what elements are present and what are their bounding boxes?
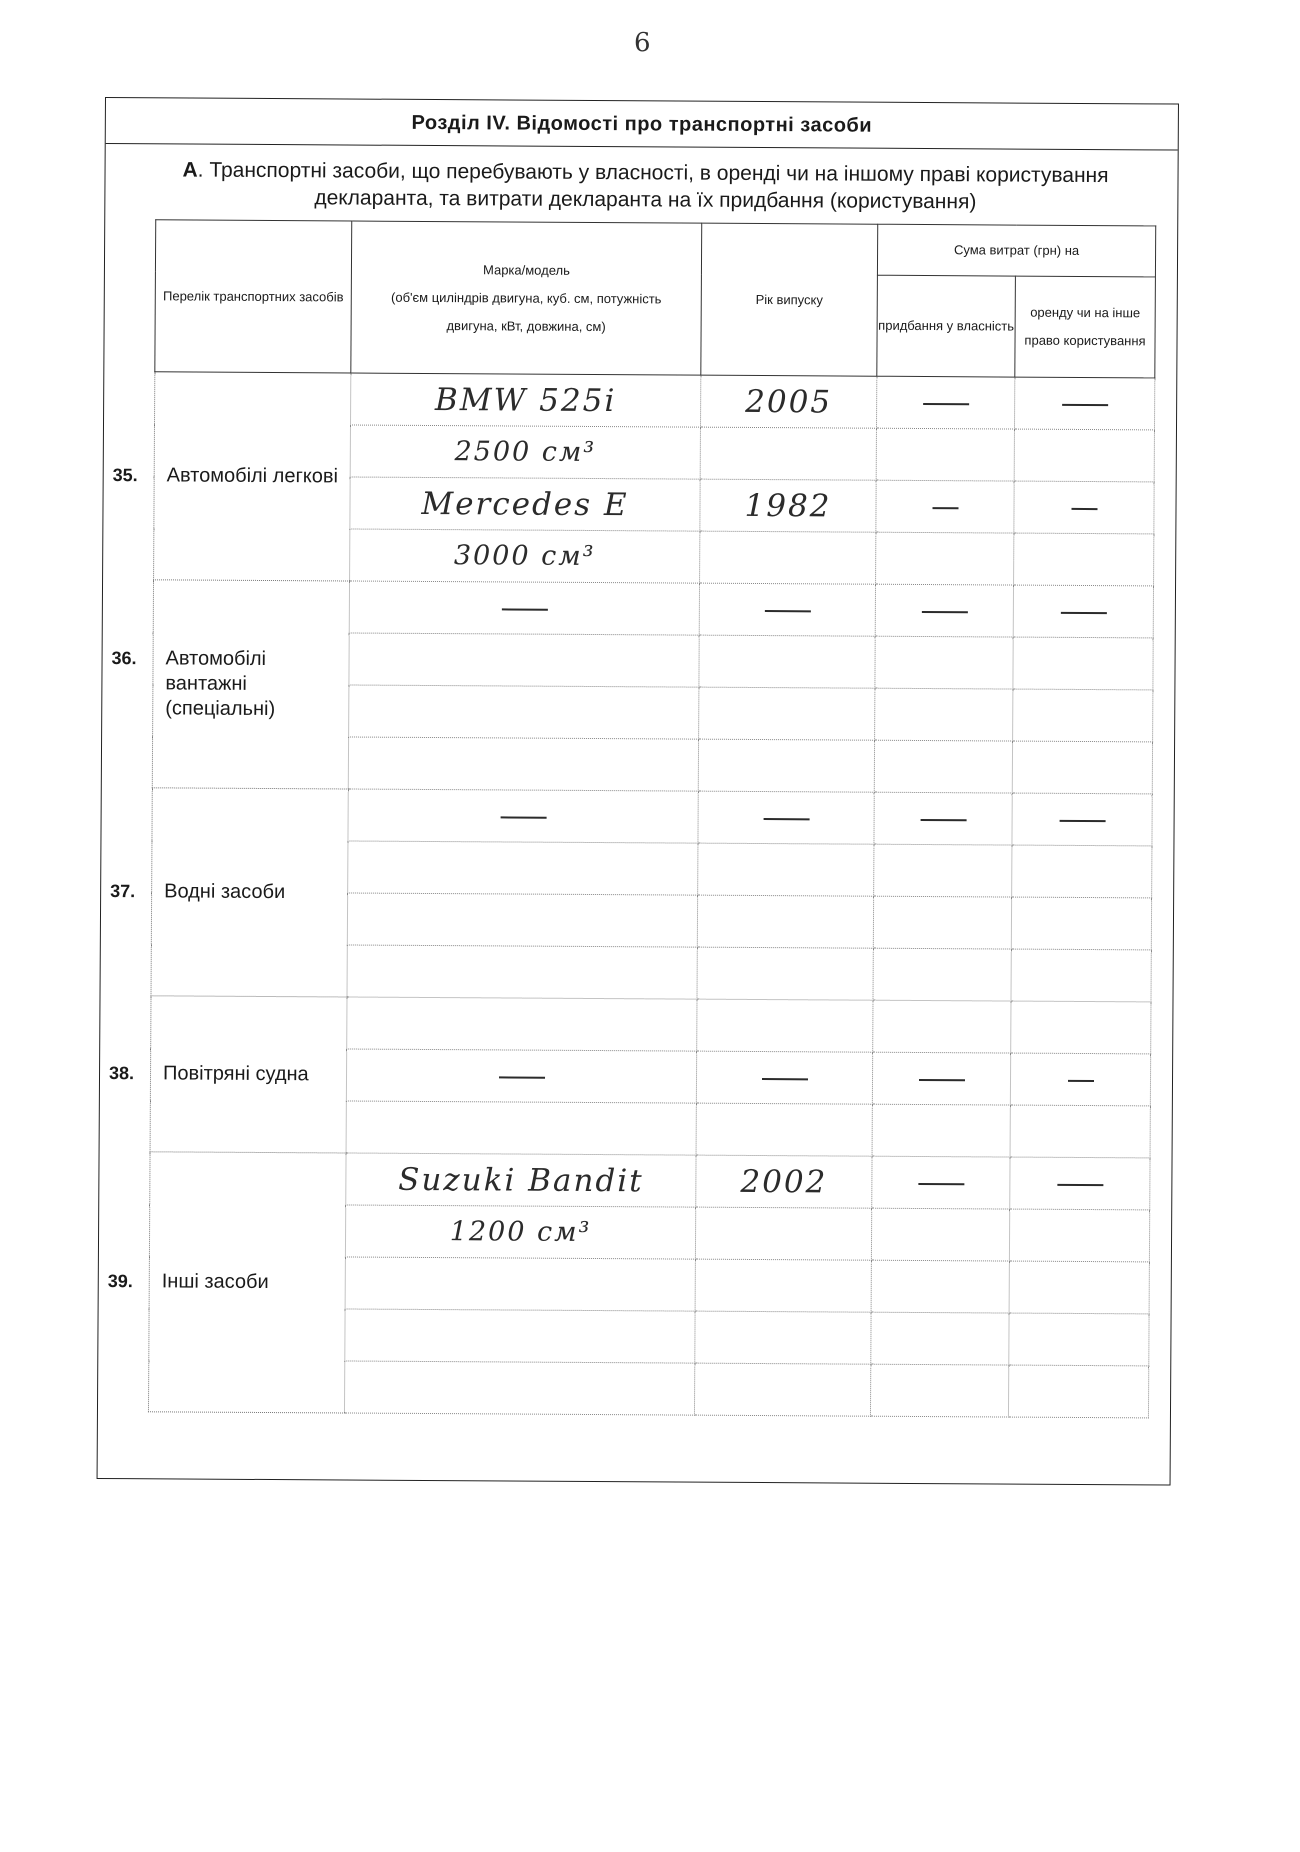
header-purchase: придбання у власність (877, 275, 1016, 377)
header-list: Перелік транспортних засобів (155, 220, 352, 373)
page-number: 6 (634, 28, 651, 58)
dash-mark (1057, 1184, 1103, 1186)
vehicles-table (107, 219, 1156, 1418)
dash-mark (920, 819, 966, 821)
dash-mark (499, 1076, 545, 1078)
dash-mark (501, 608, 547, 610)
category-other: 39. Інші засоби (148, 1152, 346, 1413)
dash-mark (1059, 820, 1105, 822)
dash-mark (932, 507, 958, 509)
entry-other1-volume: 1200 см³ (345, 1205, 695, 1259)
subsection-letter: А (182, 158, 198, 182)
header-year: Рік випуску (701, 223, 878, 376)
dash-mark (763, 818, 809, 820)
entry-other1-model: Suzuki Bandit (346, 1153, 696, 1207)
dash-mark (762, 1078, 808, 1080)
entry-car1-model: BMW 525i (351, 373, 701, 427)
subsection-text-line1: . Транспортні засоби, що перебувають у власності, в оренді чи на іншому праві користування (197, 158, 1109, 188)
category-water: 37. Водні засоби (151, 788, 348, 997)
header-model: Марка/модель (об'єм циліндрів двигуна, куб. см, потужність двигуна, кВт, довжина, см) (351, 221, 702, 375)
dash-mark (500, 816, 546, 818)
dash-mark (764, 610, 810, 612)
dash-mark (1071, 508, 1097, 510)
subsection-heading (145, 156, 1145, 216)
entry-car1-volume: 2500 см³ (350, 425, 700, 479)
dash-mark (1062, 404, 1108, 406)
entry-car2-year: 1982 (700, 479, 876, 532)
entry-other1-year: 2002 (696, 1155, 872, 1208)
dash-mark (1068, 1080, 1094, 1082)
dash-mark (921, 611, 967, 613)
header-sum: Сума витрат (грн) на (877, 224, 1155, 277)
entry-car2-model: Mercedes E (350, 477, 700, 531)
category-cars: 35. Автомобілі легкові (154, 372, 351, 581)
dash-mark (923, 403, 969, 405)
header-rent: оренду чи на інше право користування (1015, 276, 1156, 378)
entry-car1-year: 2005 (700, 375, 876, 428)
subsection-text-line2: декларанта, та витрати декларанта на їх придбання (користування) (314, 186, 977, 214)
dash-mark (1060, 612, 1106, 614)
dash-mark (919, 1079, 965, 1081)
section-title: Розділ IV. Відомості про транспортні засоби (106, 98, 1178, 151)
category-air: 38. Повітряні судна (150, 996, 347, 1153)
dash-mark (918, 1183, 964, 1185)
entry-car2-volume: 3000 см³ (350, 529, 700, 583)
declaration-section-frame (97, 97, 1179, 1486)
category-trucks: 36. Автомобілі вантажні (спеціальні) (152, 580, 349, 789)
